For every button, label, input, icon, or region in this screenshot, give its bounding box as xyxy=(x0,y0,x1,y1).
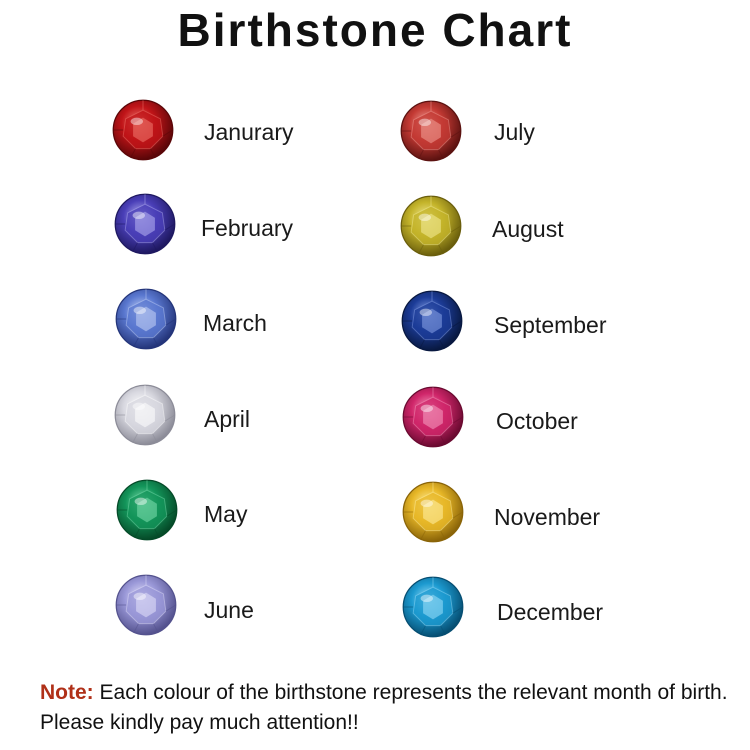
purple-gem-icon xyxy=(114,193,176,255)
month-label-november: November xyxy=(494,504,601,530)
month-label-january: Janurary xyxy=(204,119,294,145)
green-gem-icon xyxy=(116,479,178,541)
light-blue-gem-icon xyxy=(115,288,177,350)
sapphire-gem-icon xyxy=(401,290,463,352)
month-label-october: October xyxy=(496,408,578,434)
note-text-block xyxy=(40,678,740,738)
month-label-march: March xyxy=(203,310,267,336)
month-label-july: July xyxy=(494,119,535,145)
note-body: Each colour of the birthstone represents the relevant month of birth. Please kindly pay much attention!! xyxy=(40,681,728,734)
note-label: Note: xyxy=(40,681,94,704)
olive-gem-icon xyxy=(400,195,462,257)
red-gem-icon xyxy=(112,99,174,161)
month-label-august: August xyxy=(492,216,564,242)
lavender-gem-icon xyxy=(115,574,177,636)
month-label-june: June xyxy=(204,597,254,623)
pink-gem-icon xyxy=(402,386,464,448)
clear-gem-icon xyxy=(114,384,176,446)
month-label-april: April xyxy=(204,406,251,432)
month-label-september: September xyxy=(494,312,607,338)
month-label-may: May xyxy=(204,501,248,527)
month-label-december: December xyxy=(497,599,604,625)
page-title: Birthstone Chart xyxy=(177,4,573,56)
month-label-february: February xyxy=(201,215,294,241)
ruby-gem-icon xyxy=(400,100,462,162)
yellow-gem-icon xyxy=(402,481,464,543)
aqua-gem-icon xyxy=(402,576,464,638)
